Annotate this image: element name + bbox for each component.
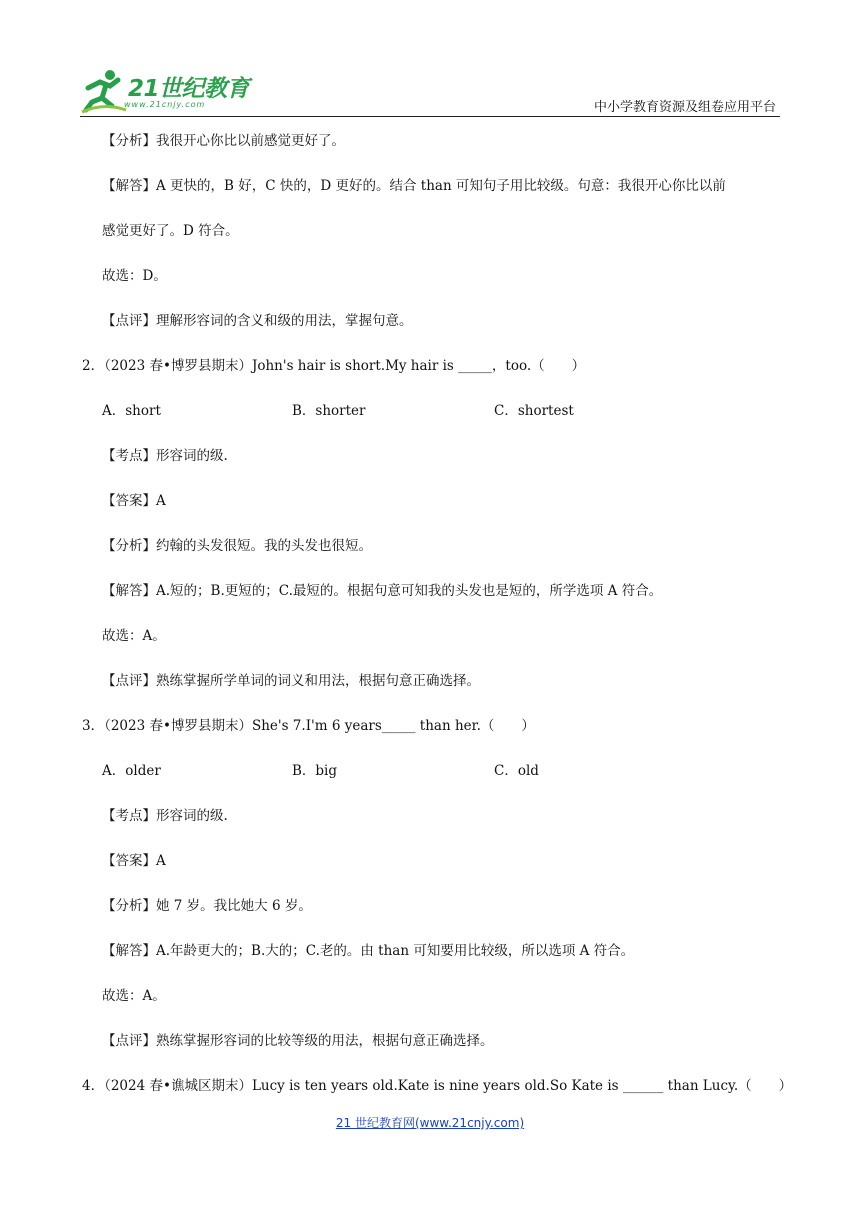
q1-analysis: 【分析】我很开心你比以前感觉更好了。	[102, 133, 345, 149]
page-footer	[0, 1112, 860, 1131]
q1-solution-line2: 感觉更好了。D 符合。	[102, 223, 239, 239]
q1-solution-line1: 【解答】A 更快的，B 好，C 快的，D 更好的。结合 than 可知句子用比较级。句意：我很开心你比以前	[102, 178, 726, 194]
q2-answer: 【答案】A	[102, 493, 166, 509]
logo	[80, 66, 280, 114]
q2-solution: 【解答】A.短的；B.更短的；C.最短的。根据句意可知我的头发也是短的，所学选项 A 符合。	[102, 583, 663, 599]
q2-comment: 【点评】熟练掌握所学单词的词义和用法，根据句意正确选择。	[102, 673, 480, 689]
logo-title: 21世纪教育	[128, 76, 250, 102]
header-divider	[80, 116, 780, 117]
page-header	[80, 62, 780, 118]
q3-option-a: A．older	[102, 763, 161, 779]
q3-solution: 【解答】A.年龄更大的；B.大的；C.老的。由 than 可知要用比较级，所以选项 A 符合。	[102, 943, 635, 959]
q3-answer: 【答案】A	[102, 853, 166, 869]
q1-choose: 故选：D。	[102, 268, 167, 284]
logo-url: www.21cnjy.com	[124, 100, 206, 109]
q2-point: 【考点】形容词的级.	[102, 448, 228, 464]
q2-option-b: B．shorter	[292, 403, 366, 419]
q2-stem: 2．（2023 春•博罗县期末）John's hair is short.My hair is _____，too.（ ）	[82, 358, 586, 374]
q2-analysis: 【分析】约翰的头发很短。我的头发也很短。	[102, 538, 372, 554]
q3-option-c: C．old	[494, 763, 539, 779]
runner-logo-icon	[80, 66, 128, 114]
q3-point: 【考点】形容词的级.	[102, 808, 228, 824]
q3-stem: 3．（2023 春•博罗县期末）She's 7.I'm 6 years_____ than her.（ ）	[82, 718, 535, 734]
q3-choose: 故选：A。	[102, 988, 166, 1004]
q3-option-b: B．big	[292, 763, 338, 779]
q3-comment: 【点评】熟练掌握形容词的比较等级的用法，根据句意正确选择。	[102, 1033, 494, 1049]
footer-link[interactable]: 21 世纪教育网(www.21cnjy.com)	[335, 1116, 525, 1130]
q2-option-c: C．shortest	[494, 403, 574, 419]
q4-stem: 4．（2024 春•谯城区期末）Lucy is ten years old.Kate is nine years old.So Kate is ______ than Lucy.（ ）	[82, 1078, 793, 1094]
platform-name: 中小学教育资源及组卷应用平台	[593, 100, 776, 115]
q3-analysis: 【分析】她 7 岁。我比她大 6 岁。	[102, 898, 312, 914]
q2-option-a: A．short	[102, 403, 161, 419]
q2-choose: 故选：A。	[102, 628, 166, 644]
q1-comment: 【点评】理解形容词的含义和级的用法，掌握句意。	[102, 313, 413, 329]
